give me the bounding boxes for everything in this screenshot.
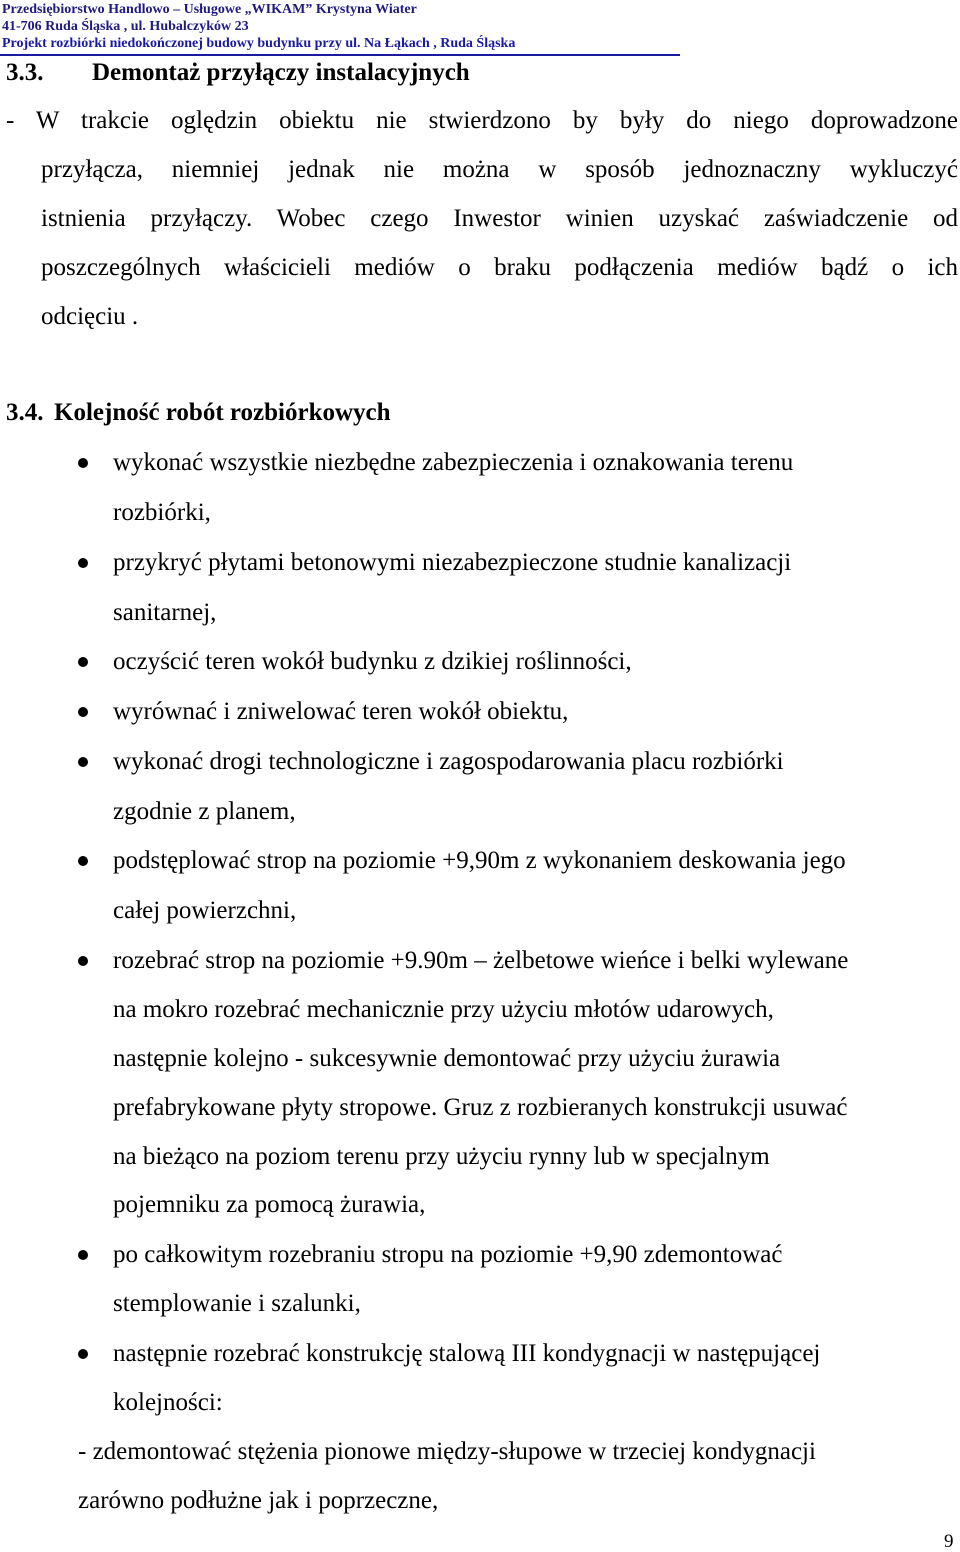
list-item-line: przykryć płytami betonowymi niezabezpieczone studnie kanalizacji [113, 549, 792, 576]
bullet-icon [78, 1349, 88, 1359]
list-item-line: pojemniku za pomocą żurawia, [113, 1191, 426, 1218]
section-title: Kolejność robót rozbiórkowych [54, 399, 391, 426]
header-project: Projekt rozbiórki niedokończonej budowy budynku przy ul. Na Łąkach , Ruda Śląska [2, 36, 516, 51]
list-item-line: rozebrać strop na poziomie +9.90m – żelbetowe wieńce i belki wylewane [113, 947, 849, 974]
list-item-line: następnie rozebrać konstrukcję stalową III kondygnacji w następującej [113, 1340, 821, 1367]
bullet-icon [78, 757, 88, 767]
list-item-line: na mokro rozebrać mechanicznie przy użyciu młotów udarowych, [113, 996, 774, 1023]
paragraph-line: istnienia przyłączy. Wobec czego Inwestor winien uzyskać zaświadczenie od [41, 205, 958, 232]
list-item-line: zgodnie z planem, [113, 798, 296, 825]
list-item-line: rozbiórki, [113, 499, 211, 526]
section-number: 3.4. [6, 399, 44, 426]
list-item-line: całej powierzchni, [113, 897, 297, 924]
bullet-icon [78, 657, 88, 667]
page-number: 9 [944, 1531, 954, 1552]
list-item-line: wykonać drogi technologiczne i zagospodarowania placu rozbiórki [113, 748, 784, 775]
bullet-icon [78, 558, 88, 568]
bullet-icon [78, 458, 88, 468]
header-address: 41-706 Ruda Śląska , ul. Hubalczyków 23 [2, 19, 249, 34]
section-heading-3-3 [6, 58, 470, 88]
bullet-icon [78, 1250, 88, 1260]
section-number: 3.3. [6, 59, 44, 86]
list-item-line: kolejności: [113, 1389, 223, 1416]
list-item-line: wyrównać i zniwelować teren wokół obiektu, [113, 698, 569, 725]
bullet-icon [78, 707, 88, 717]
header-company: Przedsiębiorstwo Handlowo – Usługowe „WIKAM” Krystyna Wiater [2, 2, 417, 17]
list-item-line: wykonać wszystkie niezbędne zabezpieczenia i oznakowania terenu [113, 449, 794, 476]
paragraph-line: odcięciu . [41, 303, 139, 330]
paragraph-line: - W trakcie oględzin obiektu nie stwierdzono by były do niego doprowadzone [6, 107, 958, 134]
header-underline [0, 54, 680, 56]
list-item-line: po całkowitym rozebraniu stropu na poziomie +9,90 zdemontować [113, 1241, 783, 1268]
paragraph-line: przyłącza, niemniej jednak nie można w sposób jednoznaczny wykluczyć [41, 156, 958, 183]
bullet-icon [78, 956, 88, 966]
dash-item-line: zarówno podłużne jak i poprzeczne, [78, 1487, 439, 1514]
list-item-line: stemplowanie i szalunki, [113, 1290, 361, 1317]
list-item-line: następnie kolejno - sukcesywnie demontować przy użyciu żurawia [113, 1045, 781, 1072]
list-item-line: sanitarnej, [113, 599, 217, 626]
paragraph-line: poszczególnych właścicieli mediów o braku podłączenia mediów bądź o ich [41, 254, 958, 281]
list-item-line: podstęplować strop na poziomie +9,90m z wykonaniem deskowania jego [113, 847, 846, 874]
list-item-line: oczyścić teren wokół budynku z dzikiej roślinności, [113, 648, 632, 675]
section-heading-3-4 [6, 398, 391, 428]
list-item-line: na bieżąco na poziom terenu przy użyciu rynny lub w specjalnym [113, 1143, 770, 1170]
dash-item-line: - zdemontować stężenia pionowe między-słupowe w trzeciej kondygnacji [78, 1438, 816, 1465]
section-title: Demontaż przyłączy instalacyjnych [92, 59, 470, 86]
bullet-icon [78, 856, 88, 866]
list-item-line: prefabrykowane płyty stropowe. Gruz z rozbieranych konstrukcji usuwać [113, 1094, 848, 1121]
